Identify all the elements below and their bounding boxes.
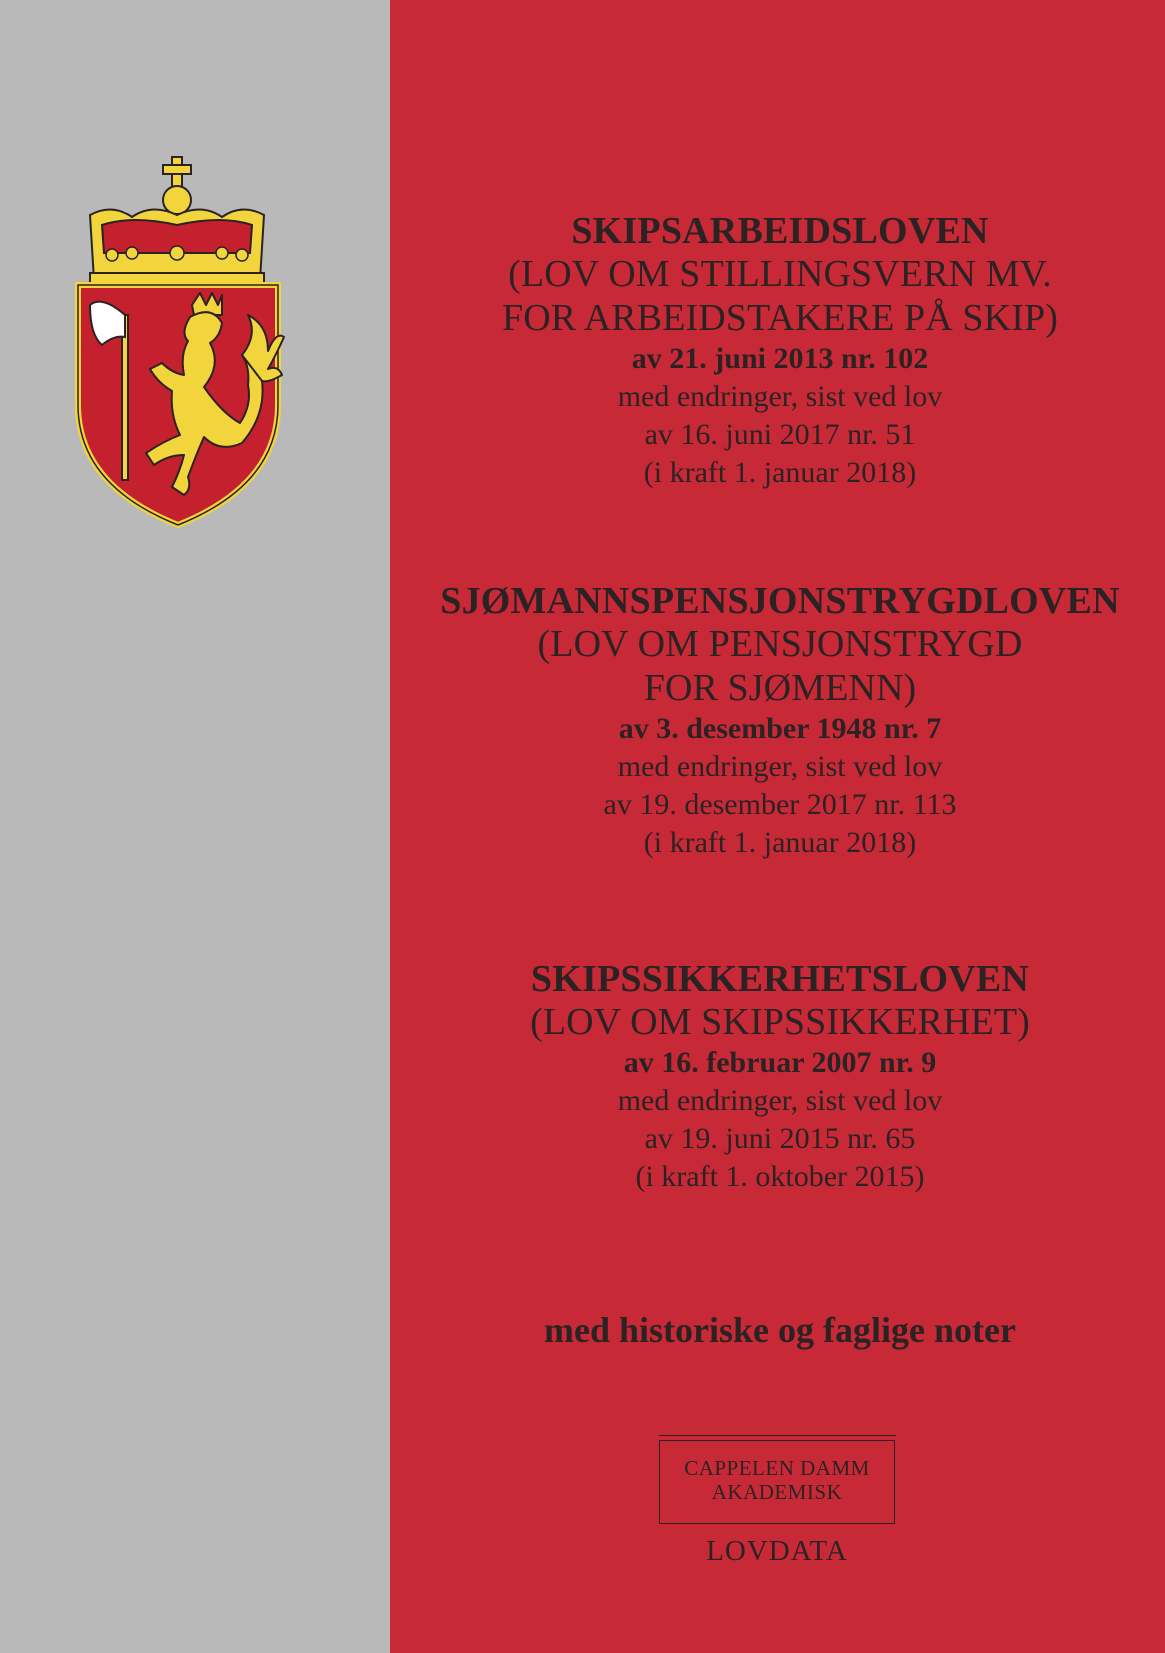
law-block-skipsarbeidsloven [390, 210, 1165, 492]
norwegian-coat-of-arms-icon [72, 155, 302, 545]
law-amendment-line: med endringer, sist ved lov [617, 750, 943, 783]
law-amendment-line: med endringer, sist ved lov [617, 380, 943, 413]
law-amendment-line: (i kraft 1. januar 2018) [643, 826, 917, 859]
law-subtitle-line: FOR SJØMENN) [643, 667, 917, 709]
law-block-skipssikkerhetsloven [390, 958, 1165, 1196]
law-date: av 3. desember 1948 nr. 7 [618, 712, 942, 745]
law-amendment-line: av 16. juni 2017 nr. 51 [644, 418, 916, 451]
publisher-name-line: CAPPELEN DAMM [684, 1456, 870, 1480]
publisher-name-line: AKADEMISK [711, 1480, 843, 1504]
law-title: SKIPSARBEIDSLOVEN [571, 210, 989, 252]
law-date: av 16. februar 2007 nr. 9 [623, 1046, 937, 1079]
law-title: SKIPSSIKKERHETSLOVEN [530, 958, 1030, 1000]
law-amendment-line: (i kraft 1. januar 2018) [643, 456, 917, 489]
law-subtitle-line: (LOV OM STILLINGSVERN MV. [508, 253, 1052, 295]
law-subtitle-line: (LOV OM PENSJONSTRYGD [537, 623, 1023, 665]
publisher-logo [659, 1440, 895, 1524]
law-subtitle-line: FOR ARBEIDSTAKERE PÅ SKIP) [502, 297, 1058, 339]
law-amendment-line: (i kraft 1. oktober 2015) [635, 1160, 925, 1193]
law-date: av 21. juni 2013 nr. 102 [631, 342, 929, 375]
law-amendment-line: av 19. desember 2017 nr. 113 [603, 788, 957, 821]
law-block-sjomannspensjonstrygdloven [390, 580, 1165, 862]
cover-text-column [390, 0, 1165, 1653]
law-title: SJØMANNSPENSJONSTRYGDLOVEN [440, 580, 1120, 622]
imprint-lovdata: LOVDATA [706, 1535, 848, 1567]
notes-subtitle: med historiske og faglige noter [544, 1310, 1016, 1350]
law-subtitle-line: (LOV OM SKIPSSIKKERHET) [530, 1001, 1030, 1043]
law-amendment-line: med endringer, sist ved lov [617, 1084, 943, 1117]
law-amendment-line: av 19. juni 2015 nr. 65 [644, 1122, 916, 1155]
